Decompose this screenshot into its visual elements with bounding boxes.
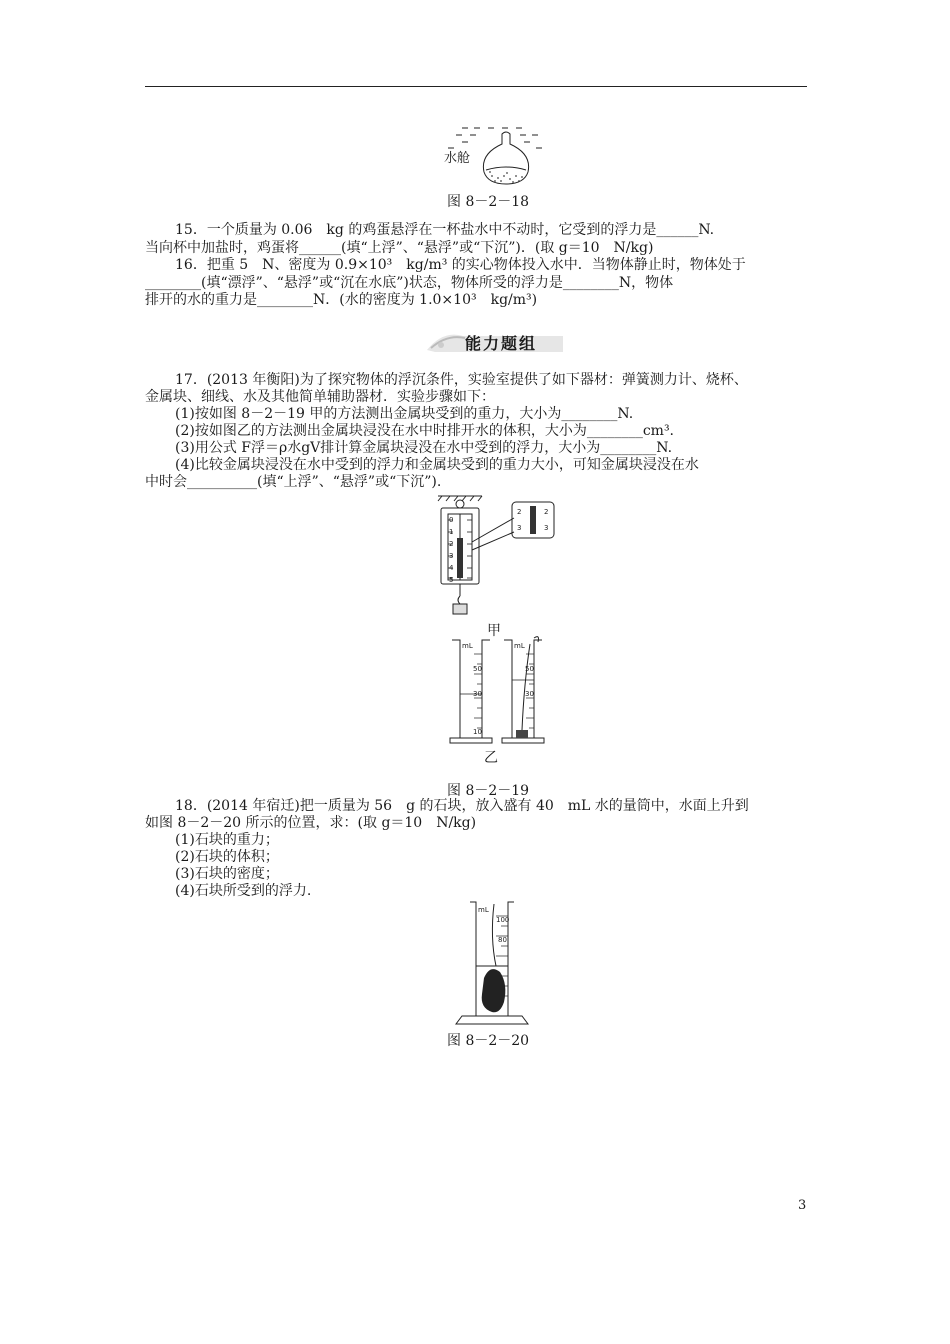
q15-line2: 当向杯中加盐时，鸡蛋将______(填“上浮”、“悬浮”或“下沉”)．(取 g＝10 N/kg) xyxy=(145,240,654,256)
scale-mark-1: 1 xyxy=(449,528,454,536)
spring-scale-figure xyxy=(436,492,566,622)
fig18-caption: 图 8－2－18 xyxy=(447,194,530,210)
q17-line1: 17．(2013 年衡阳)为了探究物体的浮沉条件，实验室提供了如下器材：弹簧测力计、烧杯、 xyxy=(175,372,748,388)
cyl-right-tick-30: 30 xyxy=(525,690,534,698)
q18-sub3: (3)石块的密度； xyxy=(175,866,279,882)
q17-step4: (4)比较金属块浸没在水中受到的浮力和金属块受到的重力大小，可知金属块浸没在水 xyxy=(175,457,699,473)
cyl-left-tick-50: 50 xyxy=(473,665,482,673)
fig19-caption: 图 8－2－19 xyxy=(447,783,530,799)
cyl-right-tick-50: 50 xyxy=(525,665,534,673)
stone-cyl-unit: mL xyxy=(478,906,489,914)
cyl-left-tick-10: 10 xyxy=(473,728,482,736)
q17-line2: 金属块、细线、水及其他简单辅助器材．实验步骤如下： xyxy=(145,389,495,405)
q17-step4b: 中时会__________(填“上浮”、“悬浮”或“下沉”). xyxy=(145,474,442,490)
q17-step3: (3)用公式 F浮＝ρ水gV排计算金属块浸没在水中受到的浮力，大小为________N. xyxy=(175,440,673,456)
scale-mark-2: 2 xyxy=(449,540,454,548)
q18-line1: 18．(2014 年宿迁)把一质量为 56 g 的石块，放入盛有 40 mL 水的量筒中，水面上升到 xyxy=(175,798,749,814)
scale-mark-3: 3 xyxy=(449,552,454,560)
q16-line1: 16．把重 5 N、密度为 0.9×10³ kg/m³ 的实心物体投入水中．当物体静止时，物体处于 xyxy=(175,257,746,273)
scale-mark-0: 0 xyxy=(449,516,454,524)
q17-step2: (2)按如图乙的方法测出金属块浸没在水中时排开水的体积，大小为________cm³. xyxy=(175,423,675,439)
section-title: 能力题组 xyxy=(465,334,538,353)
fig19-label-jia: 甲 xyxy=(487,623,501,639)
inset-mark-3r: 3 xyxy=(544,524,549,532)
fig20-caption: 图 8－2－20 xyxy=(447,1033,530,1049)
q17-step1: (1)按如图 8－2－19 甲的方法测出金属块受到的重力，大小为________N. xyxy=(175,406,634,422)
fig18-label: 水舱 xyxy=(444,151,471,166)
q18-sub4: (4)石块所受到的浮力. xyxy=(175,883,312,899)
stone-cyl-tick-100: 100 xyxy=(496,916,510,924)
inset-mark-2r: 2 xyxy=(544,508,549,516)
cyl-left-unit: mL xyxy=(462,642,473,650)
scale-mark-4: 4 xyxy=(449,564,454,572)
cyl-left-tick-30: 30 xyxy=(473,690,482,698)
stone-cylinder-figure xyxy=(450,898,532,1028)
page-number: 3 xyxy=(798,1198,807,1213)
inset-mark-2: 2 xyxy=(517,508,522,516)
header-rule xyxy=(145,86,807,87)
q18-line2: 如图 8－2－20 所示的位置，求：(取 g＝10 N/kg) xyxy=(145,815,477,831)
inset-mark-3: 3 xyxy=(517,524,522,532)
q15-line1: 15．一个质量为 0.06 kg 的鸡蛋悬浮在一杯盐水中不动时，它受到的浮力是______N. xyxy=(175,222,715,238)
q18-sub1: (1)石块的重力； xyxy=(175,832,279,848)
cyl-right-unit: mL xyxy=(514,642,525,650)
stone-cyl-tick-80: 80 xyxy=(498,936,507,944)
fig19-label-yi: 乙 xyxy=(484,750,498,766)
q18-sub2: (2)石块的体积； xyxy=(175,849,279,865)
q16-line3: 排开的水的重力是________N．(水的密度为 1.0×10³ kg/m³) xyxy=(145,292,538,308)
cylinders-figure xyxy=(446,634,556,746)
scale-mark-5: 5 xyxy=(449,576,454,584)
q16-line2: ________(填“漂浮”、“悬浮”或“沉在水底”)状态，物体所受的浮力是________N，物体 xyxy=(145,275,674,291)
